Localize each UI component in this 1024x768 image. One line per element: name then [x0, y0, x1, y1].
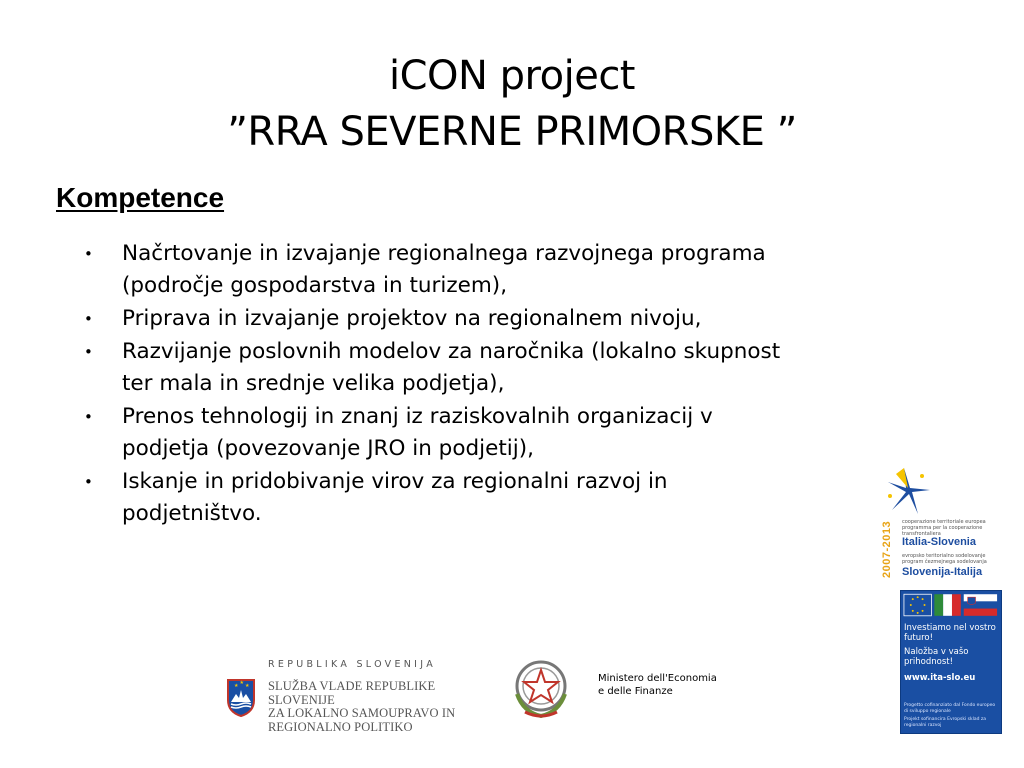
programme-it-subtitle: cooperazione territoriale europea programma per la cooperazione transfrontaliera [902, 519, 986, 537]
svg-text:★: ★ [234, 683, 239, 689]
bullet-dot: • [84, 245, 93, 263]
bullet-text: Iskanje in pridobivanje virov za regionalni razvoj in podjetništvo. [122, 469, 668, 526]
eu-funding-banner [900, 590, 1002, 734]
office-name-line: ZA LOKALNO SAMOUPRAVO IN [268, 706, 456, 720]
programme-logo [876, 466, 994, 586]
svg-text:★: ★ [245, 683, 250, 689]
bullet-text: Razvijanje poslovnih modelov za naročnika (lokalno skupnost ter mala in srednje velika podjetja), [122, 339, 781, 396]
office-name [268, 680, 478, 734]
ministry-line: Ministero dell'Economia [598, 673, 717, 684]
ministry-label [598, 672, 717, 698]
title-line-1: iCON project [389, 53, 635, 99]
ministry-line: e delle Finanze [598, 686, 673, 697]
bullet-item [84, 238, 804, 302]
slide-title [0, 48, 1024, 160]
programme-it-name: Italia-Slovenia [902, 536, 976, 548]
bullet-text: Načrtovanje in izvajanje regionalnega razvojnega programa (področje gospodarstva in turizem), [122, 241, 766, 298]
office-name-line: SLUŽBA VLADE REPUBLIKE SLOVENIJE [268, 679, 436, 707]
programme-star-icon [882, 466, 932, 516]
banner-fine-print-sl: Projekt sofinancira Evropski sklad za regionalni razvoj [904, 717, 986, 728]
banner-fine-print-it: Progetto cofinanziato dal Fondo europeo di sviluppo regionale [904, 703, 996, 714]
bullet-list [84, 238, 804, 531]
bullet-item [84, 336, 804, 400]
bullet-text: Priprava in izvajanje projektov na regionalnem nivoju, [122, 306, 702, 331]
programme-years: 2007-2013 [881, 520, 893, 578]
republic-label: REPUBLIKA SLOVENIJA [268, 659, 437, 670]
bullet-dot: • [84, 310, 93, 328]
programme-sl-subtitle: evropsko teritorialno sodelovanje program čezmejnega sodelovanja [902, 553, 987, 565]
banner-italian-slogan: Investiamo nel vostro futuro! [904, 623, 996, 643]
bullet-item [84, 466, 804, 530]
office-name-line: REGIONALNO POLITIKO [268, 719, 413, 734]
svg-text:★: ★ [239, 680, 244, 686]
bullet-dot: • [84, 343, 93, 361]
bullet-item [84, 303, 804, 335]
bullet-dot: • [84, 473, 93, 491]
banner-url: www.ita-slo.eu [904, 673, 976, 683]
bullet-item [84, 401, 804, 465]
slovenia-coat-of-arms-icon [226, 678, 256, 718]
slovenia-government-logo [226, 656, 476, 732]
italian-republic-emblem-icon [507, 654, 575, 722]
bullet-text: Prenos tehnologij in znanj iz raziskovalnih organizacij v podjetja (povezovanje JRO in podjetij), [122, 404, 713, 461]
title-line-2: ”RRA SEVERNE PRIMORSKE ” [227, 109, 797, 155]
section-heading: Kompetence [56, 182, 225, 213]
programme-sl-name: Slovenija-Italija [902, 566, 983, 578]
banner-slovene-slogan: Naložba v vašo prihodnost! [904, 647, 969, 667]
bullet-dot: • [84, 408, 93, 426]
flags-icon [901, 591, 1001, 621]
